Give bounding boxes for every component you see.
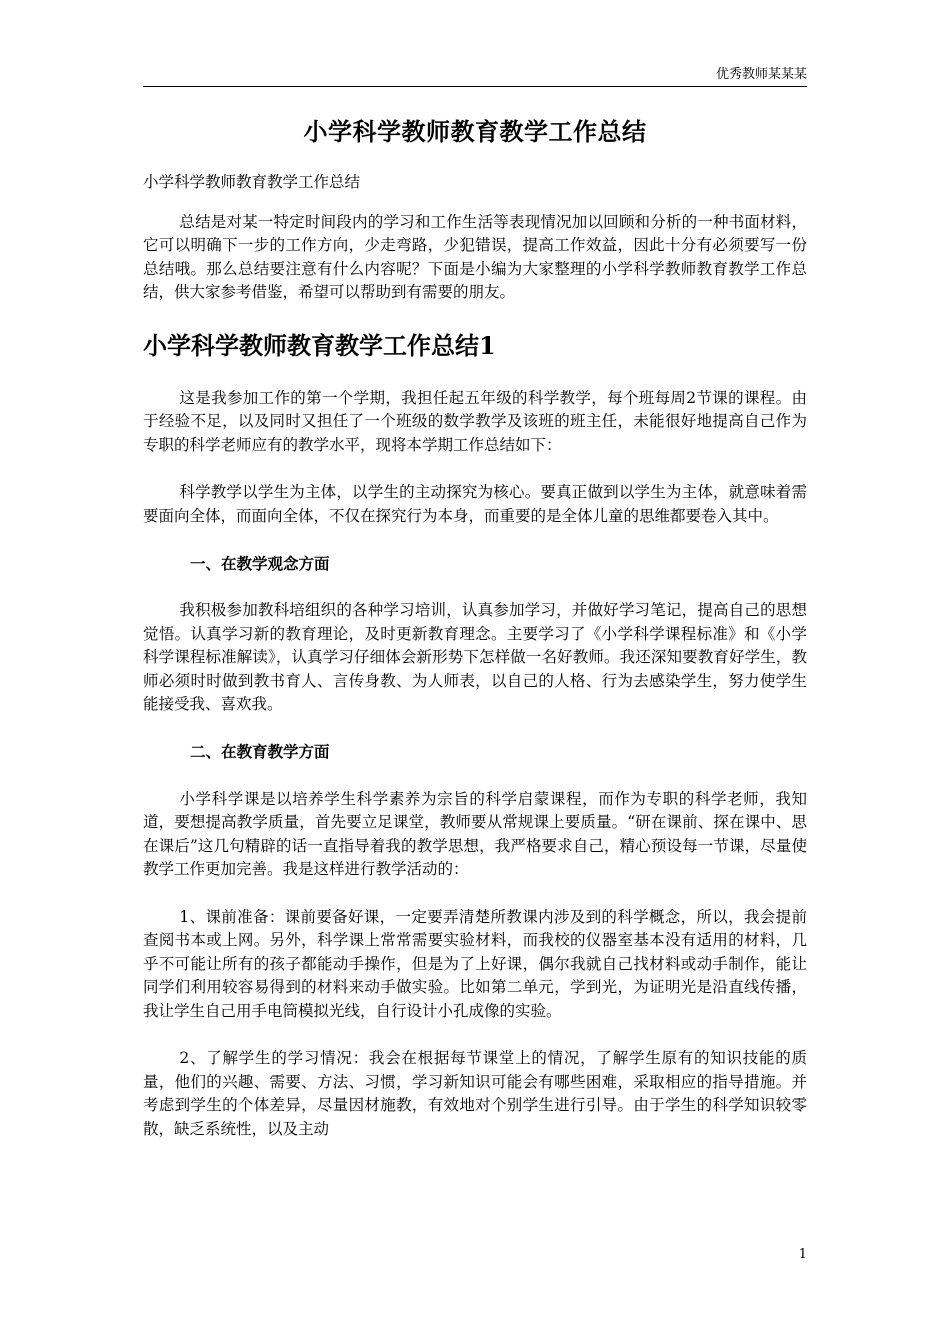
paragraph: 科学教学以学生为主体，以学生的主动探究为核心。要真正做到以学生为主体，就意味着需要面向全体，而面向全体，不仅在探究行为本身，而重要的是全体儿童的思维都要卷入其中。 <box>143 482 807 525</box>
paragraph: 小学科学课是以培养学生科学素养为宗旨的科学启蒙课程，而作为专职的科学老师，我知道，要想提高教学质量，首先要立足课堂，教师要从常规课上要质量。“研在课前、探在课中、思在课后”这几句精辟的话一直指导着我的教学思想，我严格要求自己，精心预设每一节课，尽量使教学工作更加完善。我是这样进行教学活动的： <box>143 789 807 879</box>
sub-heading-teaching-concept: 一、在教学观念方面 <box>190 553 330 573</box>
paragraph: 我积极参加教科培组织的各种学习培训，认真参加学习，并做好学习笔记，提高自己的思想觉悟。认真学习新的教育理论，及时更新教育理念。主要学习了《小学科学课程标准》和《小学科学课程标准解读》，认真学习仔细体会新形势下怎样做一名好教师。我还深知要教育好学生，教师必须时时做到教书育人、言传身教、为人师表，以自己的人格、行为去感染学生，努力使学生能接受我、喜欢我。 <box>143 600 807 714</box>
intro-paragraph: 总结是对某一特定时间段内的学习和工作生活等表现情况加以回顾和分析的一种书面材料，它可以明确下一步的工作方向，少走弯路，少犯错误，提高工作效益，因此十分有必须要写一份总结哦。那么总结要注意有什么内容呢？下面是小编为大家整理的小学科学教师教育教学工作总结，供大家参考借鉴，希望可以帮助到有需要的朋友。 <box>143 212 807 302</box>
paragraph: 这是我参加工作的第一个学期，我担任起五年级的科学教学，每个班每周2节课的课程。由于经验不足，以及同时又担任了一个班级的数学教学及该班的班主任，未能很好地提高自己作为专职的科学老师应有的教学水平，现将本学期工作总结如下： <box>143 388 807 454</box>
document-title: 小学科学教师教育教学工作总结 <box>303 117 647 146</box>
paragraph: 1、课前准备：课前要备好课，一定要弄清楚所教课内涉及到的科学概念，所以，我会提前查阅书本或上网。另外，科学课上常常需要实验材料，而我校的仪器室基本没有适用的材料，几乎不可能让所有的孩子都能动手操作，但是为了上好课，偶尔我就自己找材料或动手制作，能让同学们利用较容易得到的材料来动手做实验。比如第二单元，学到光，为证明光是沿直线传播，我让学生自己用手电筒模拟光线，自行设计小孔成像的实验。 <box>143 907 807 1020</box>
document-body <box>143 171 807 1142</box>
sub-heading-teaching-practice: 二、在教育教学方面 <box>190 742 330 762</box>
paragraph: 2、了解学生的学习情况：我会在根据每节课堂上的情况，了解学生原有的知识技能的质量，他们的兴趣、需要、方法、习惯，学习新知识可能会有哪些困难，采取相应的指导措施。并考虑到学生的个体差异，尽量因材施教，有效地对个别学生进行引导。由于学生的科学知识较零散，缺乏系统性，以及主动 <box>143 1049 807 1138</box>
page-number: 1 <box>798 1247 807 1262</box>
section-heading: 小学科学教师教育教学工作总结1 <box>143 330 496 360</box>
page-header <box>143 66 807 87</box>
header-author-text: 优秀教师某某某 <box>715 67 807 82</box>
document-subtitle: 小学科学教师教育教学工作总结 <box>143 173 361 191</box>
